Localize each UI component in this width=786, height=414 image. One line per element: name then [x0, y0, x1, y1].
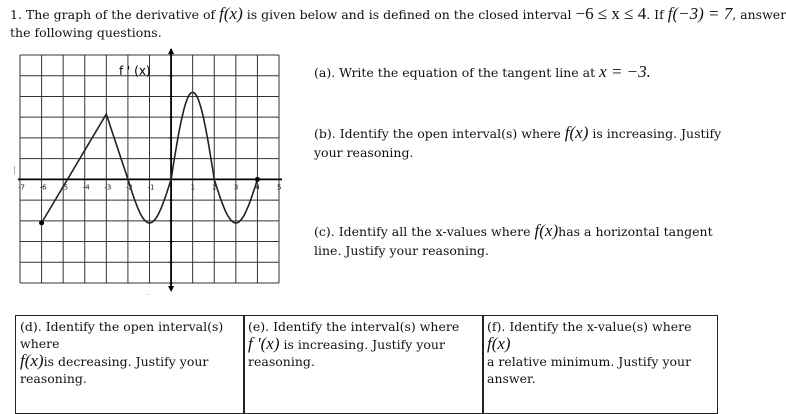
question-b-fx: f(x)	[564, 123, 589, 142]
question-c-text-b: has a horizontal tangent	[558, 224, 713, 239]
question-e-text-b: is increasing. Justify your	[283, 337, 445, 352]
question-f-text-c: answer.	[487, 371, 536, 386]
question-f-text-b: a relative minimum. Justify your	[487, 354, 692, 369]
x-tick-label: -4	[82, 183, 90, 192]
right-endpoint-dot	[255, 177, 260, 182]
tiny-mark: ...	[146, 291, 151, 297]
left-endpoint-dot	[39, 220, 44, 225]
question-f-cell	[482, 315, 718, 414]
derivative-graph	[0, 44, 290, 306]
question-a-math: x = −3.	[599, 62, 651, 81]
y-axis-arrow-down	[168, 286, 174, 292]
x-tick-label: -2	[125, 183, 133, 192]
intro-condition: f(−3) = 7	[667, 4, 733, 23]
x-tick-label: 3	[233, 183, 239, 192]
question-c-fx: f(x)	[534, 221, 559, 240]
problem-statement-line1	[10, 4, 786, 24]
question-f-fx: f(x)	[487, 334, 511, 353]
question-e-fpx: f '(x)	[248, 334, 280, 353]
x-tick-label: 5	[277, 183, 282, 192]
question-d-text-c: reasoning.	[20, 371, 87, 386]
x-tick-label: -1	[147, 183, 155, 192]
question-b-text-c: your reasoning.	[314, 145, 414, 160]
question-d-text-b: is decreasing. Justify your	[43, 354, 209, 369]
intro-interval: −6 ≤ x ≤ 4	[575, 4, 647, 23]
x-tick-label: 1	[190, 183, 196, 192]
question-d-text-a: (d). Identify the open interval(s) where	[20, 319, 224, 351]
x-tick-label: 2	[212, 183, 217, 192]
question-e-text-c: reasoning.	[248, 354, 315, 369]
intro-text-c: . If	[646, 7, 664, 22]
y-axis-arrow-up	[168, 48, 174, 54]
question-a-text: (a). Write the equation of the tangent line at	[314, 65, 596, 80]
question-c	[314, 221, 714, 260]
question-c-text-a: (c). Identify all the x-values where	[314, 224, 531, 239]
question-c-text-c: line. Justify your reasoning.	[314, 243, 489, 258]
graph-tick-labels	[18, 183, 281, 191]
question-d-fx: f(x)	[20, 351, 44, 370]
x-tick-label: -3	[104, 183, 112, 192]
question-f-text-a: (f). Identify the x-value(s) where	[487, 319, 692, 334]
question-b-text-a: (b). Identify the open interval(s) where	[314, 126, 561, 141]
side-mark: |	[13, 165, 16, 174]
question-b-text-b: is increasing. Justify	[592, 126, 722, 141]
question-d-cell	[15, 315, 245, 414]
intro-text-a: 1. The graph of the derivative of	[10, 7, 216, 22]
question-b	[314, 123, 722, 162]
x-tick-label: -6	[39, 183, 47, 192]
graph-label: f ' (x)	[119, 64, 151, 78]
graph-grid	[20, 55, 282, 283]
x-tick-label: -7	[18, 183, 25, 192]
intro-fx: f(x)	[219, 4, 243, 23]
question-a	[314, 62, 651, 82]
question-e-cell	[243, 315, 484, 414]
problem-statement-line2: the following questions.	[10, 25, 162, 40]
intro-text-d: , answer	[732, 7, 786, 22]
intro-text-b: is given below and is defined on the closed interval	[246, 7, 572, 22]
x-tick-label: -5	[61, 183, 69, 192]
x-tick-label: 4	[255, 183, 260, 192]
question-e-text-a: (e). Identify the interval(s) where	[248, 319, 460, 334]
